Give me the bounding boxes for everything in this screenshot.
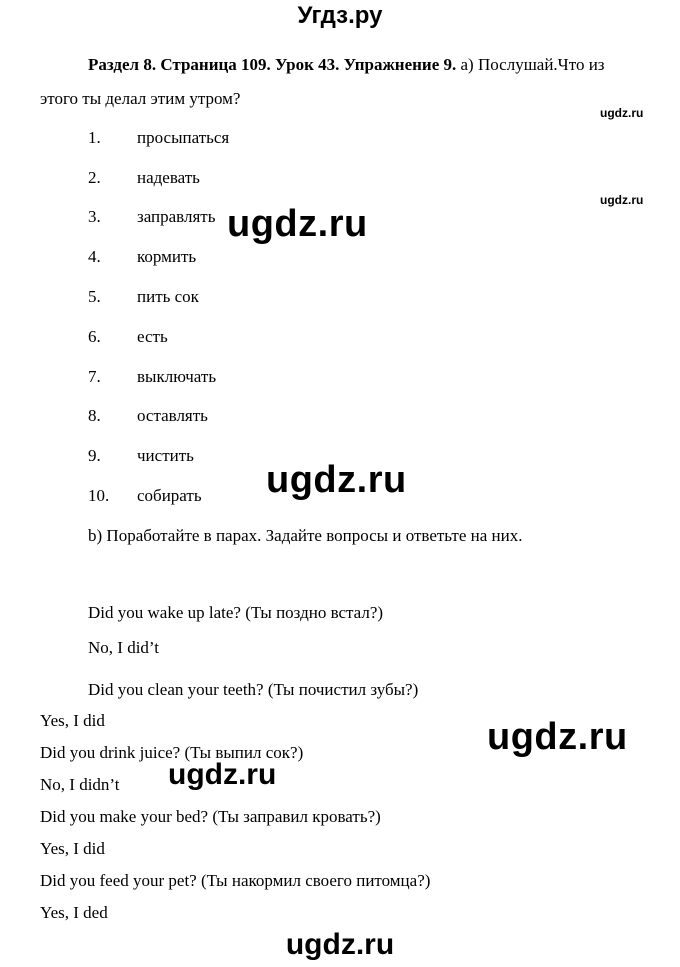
list-item-number: 3. — [88, 207, 101, 226]
list-item-text: кормить — [137, 247, 197, 266]
exercise-heading — [88, 55, 605, 75]
list-item-number: 2. — [88, 168, 101, 187]
list-item-text: есть — [137, 327, 168, 346]
list-item — [0, 247, 680, 269]
list-item-number: 10. — [88, 486, 110, 505]
list-item-number: 1. — [88, 128, 101, 147]
exercise-heading-line2: этого ты делал этим утром? — [40, 89, 241, 108]
part-b-instruction: b) Поработайте в парах. Задайте вопросы и ответьте на них. — [88, 526, 523, 545]
dialogue-line: Did you feed your pet? (Ты накормил своего питомца?) — [40, 871, 431, 890]
dialogue-line: Did you make your bed? (Ты заправил кровать?) — [40, 807, 381, 826]
list-item — [0, 128, 680, 150]
dialogue-line: Did you clean your teeth? (Ты почистил зубы?) — [88, 680, 419, 699]
dialogue-line: Did you drink juice? (Ты выпил сок?) — [40, 743, 304, 762]
site-title: Угдз.ру — [297, 2, 383, 29]
list-item-text: просыпаться — [137, 128, 230, 147]
list-item — [0, 367, 680, 389]
list-item-number: 5. — [88, 287, 101, 306]
list-item-text: чистить — [137, 446, 194, 465]
list-item-text: пить сок — [137, 287, 199, 306]
list-item — [0, 406, 680, 428]
watermark: ugdz.ru — [600, 193, 644, 207]
list-item-number: 4. — [88, 247, 101, 266]
list-item-number: 9. — [88, 446, 101, 465]
dialogue-line: Did you wake up late? (Ты поздно встал?) — [88, 603, 384, 622]
list-item-text: выключать — [137, 367, 217, 386]
watermark: ugdz.ru — [600, 106, 644, 120]
dialogue-line: Yes, I did — [40, 711, 105, 730]
list-item-number: 8. — [88, 406, 101, 425]
list-item-text: заправлять — [137, 207, 216, 226]
list-item-number: 6. — [88, 327, 101, 346]
list-item-text: собирать — [137, 486, 202, 505]
dialogue-line: No, I did’t — [88, 638, 159, 657]
list-item-text: оставлять — [137, 406, 208, 425]
list-item — [0, 327, 680, 349]
dialogue-line: No, I didn’t — [40, 775, 120, 794]
watermark: ugdz.ru — [168, 758, 277, 791]
dialogue-line: Yes, I did — [40, 839, 105, 858]
exercise-heading-rest: a) Послушай.Что из — [456, 55, 605, 74]
watermark: ugdz.ru — [487, 716, 628, 758]
list-item-number: 7. — [88, 367, 101, 386]
exercise-heading-bold: Раздел 8. Страница 109. Урок 43. Упражнение 9. — [88, 55, 457, 74]
watermark: ugdz.ru — [266, 459, 407, 501]
dialogue-line: Yes, I ded — [40, 903, 108, 922]
list-item-text: надевать — [137, 168, 200, 187]
list-item — [0, 168, 680, 190]
watermark-bottom: ugdz.ru — [285, 928, 395, 961]
watermark: ugdz.ru — [227, 203, 368, 245]
list-item — [0, 287, 680, 309]
